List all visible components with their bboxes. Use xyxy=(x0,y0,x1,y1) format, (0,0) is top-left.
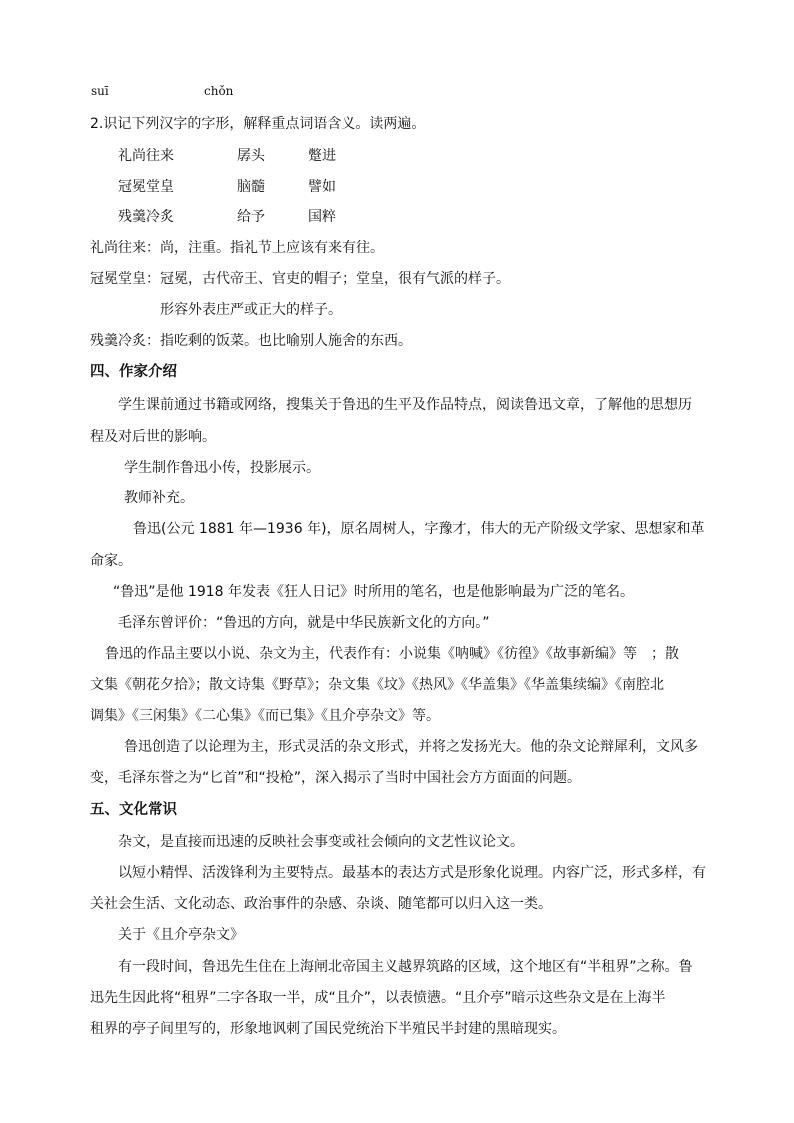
vocab-word: 残羹冷炙 xyxy=(118,209,174,225)
vocab-word: 给予 xyxy=(237,209,265,225)
paragraph-line: 关社会生活、文化动态、政治事件的杂感、杂谈、随笔都可以归入这一类。 xyxy=(90,896,552,912)
paragraph-line: 鲁迅(公元 1881 年—1936 年)，原名周树人，字豫才，伟大的无产阶级文学家、思想家和革 xyxy=(133,521,705,537)
definition-line: 形容外表庄严或正大的样子。 xyxy=(160,302,342,318)
definition-line: 礼尚往来：尚，注重。指礼节上应该有来有往。 xyxy=(90,240,384,256)
paragraph-line: 鲁迅的作品主要以小说、杂文为主，代表作有：小说集《呐喊》《彷徨》《故事新编》等 ；散 xyxy=(105,646,679,662)
vocab-word: 冠冕堂皇 xyxy=(118,179,174,195)
pinyin-sui: suī xyxy=(91,84,109,98)
vocab-word: 孱头 xyxy=(237,148,265,164)
task-2-instruction: 2.识记下列汉字的字形，解释重点词语含义。读两遍。 xyxy=(90,116,426,132)
section-heading-author: 四、作家介绍 xyxy=(90,364,177,380)
paragraph-line: 命家。 xyxy=(90,553,132,569)
paragraph-line: 学生制作鲁迅小传，投影展示。 xyxy=(124,460,320,476)
paragraph-line: 以短小精悍、活泼锋利为主要特点。最基本的表达方式是形象化说理。内容广泛，形式多样，有 xyxy=(118,865,706,881)
paragraph-line: 杂文，是直接而迅速的反映社会事变或社会倾向的文艺性议论文。 xyxy=(118,834,524,850)
paragraph-line: “鲁迅”是他 1918 年发表《狂人日记》时所用的笔名，也是他影响最为广泛的笔名。 xyxy=(113,584,635,600)
vocab-word: 蹩进 xyxy=(308,148,336,164)
paragraph-line: 关于《且介亭杂文》 xyxy=(118,927,244,943)
paragraph-line: 有一段时间，鲁迅先生住在上海闸北帝国主义越界筑路的区域，这个地区有“半租界”之称。鲁 xyxy=(118,959,693,975)
definition-line: 冠冕堂皇：冠冕，古代帝王、官吏的帽子；堂皇，很有气派的样子。 xyxy=(90,271,510,287)
paragraph-line: 鲁迅创造了以论理为主，形式灵活的杂文形式，并将之发扬光大。他的杂文论辩犀利，文风多 xyxy=(124,739,698,755)
paragraph-line: 学生课前通过书籍或网络，搜集关于鲁迅的生平及作品特点，阅读鲁迅文章，了解他的思想历 xyxy=(118,397,692,413)
paragraph-line: 变，毛泽东誉之为“匕首”和“投枪”，深入揭示了当时中国社会方方面面的问题。 xyxy=(90,770,582,786)
section-heading-culture: 五、文化常识 xyxy=(90,802,177,818)
vocab-word: 譬如 xyxy=(308,179,336,195)
vocab-word: 脑髓 xyxy=(237,179,265,195)
pinyin-chon: chǒn xyxy=(204,84,234,98)
paragraph-line: 文集《朝花夕拾》；散文诗集《野草》；杂文集《坟》《热风》《华盖集》《华盖集续编》《南腔北 xyxy=(90,677,664,693)
paragraph-line: 调集》《三闲集》《二心集》《而已集》《且介亭杂文》等。 xyxy=(90,708,440,724)
paragraph-line: 迅先生因此将“租界”二字各取一半，成“且介”，以表愤懑。“且介亭”暗示这些杂文是在上海半 xyxy=(90,990,666,1006)
vocab-word: 国粹 xyxy=(308,209,336,225)
vocab-word: 礼尚往来 xyxy=(118,148,174,164)
paragraph-line: 租界的亭子间里写的，形象地讽刺了国民党统治下半殖民半封建的黑暗现实。 xyxy=(90,1021,566,1037)
paragraph-line: 教师补充。 xyxy=(124,490,194,506)
paragraph-line: 程及对后世的影响。 xyxy=(90,429,216,445)
paragraph-line: 毛泽东曾评价：“鲁迅的方向，就是中华民族新文化的方向。” xyxy=(118,615,490,631)
definition-line: 残羹冷炙：指吃剩的饭菜。也比喻别人施舍的东西。 xyxy=(90,333,412,349)
